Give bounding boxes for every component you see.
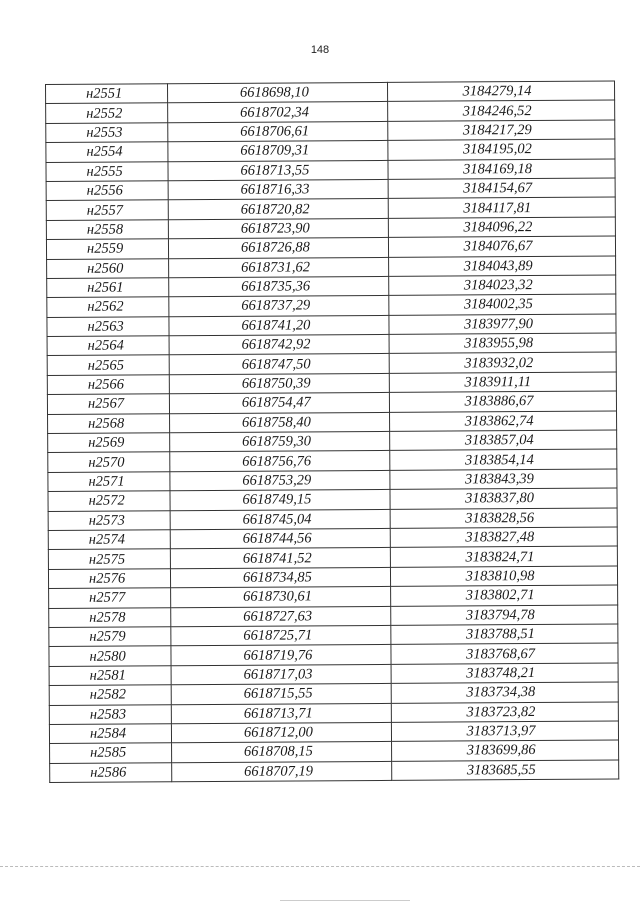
y-coordinate-cell: 3183768,67 <box>391 643 619 664</box>
y-coordinate-cell: 3183828,56 <box>390 508 618 529</box>
point-id-cell: н2576 <box>48 569 170 589</box>
x-coordinate-cell: 6618726,88 <box>168 238 388 259</box>
point-id-cell: н2573 <box>48 510 170 530</box>
y-coordinate-cell: 3184195,02 <box>387 139 615 160</box>
x-coordinate-cell: 6618725,71 <box>171 625 391 646</box>
x-coordinate-cell: 6618716,33 <box>168 179 388 200</box>
x-coordinate-cell: 6618744,56 <box>170 528 390 549</box>
x-coordinate-cell: 6618742,92 <box>169 334 389 355</box>
point-id-cell: н2572 <box>48 491 170 511</box>
y-coordinate-cell: 3184279,14 <box>387 81 615 102</box>
y-coordinate-cell: 3183955,98 <box>389 333 617 354</box>
x-coordinate-cell: 6618717,03 <box>171 664 391 685</box>
x-coordinate-cell: 6618759,30 <box>170 431 390 452</box>
x-coordinate-cell: 6618720,82 <box>168 199 388 220</box>
point-id-cell: н2558 <box>46 219 168 239</box>
y-coordinate-cell: 3183748,21 <box>391 663 619 684</box>
y-coordinate-cell: 3183854,14 <box>389 449 617 470</box>
point-id-cell: н2557 <box>46 200 168 220</box>
y-coordinate-cell: 3183713,97 <box>391 721 619 742</box>
point-id-cell: н2552 <box>46 103 168 123</box>
y-coordinate-cell: 3184246,52 <box>387 100 615 121</box>
point-id-cell: н2561 <box>47 278 169 298</box>
y-coordinate-cell: 3184076,67 <box>388 236 616 257</box>
x-coordinate-cell: 6618702,34 <box>168 102 388 123</box>
y-coordinate-cell: 3183810,98 <box>390 566 618 587</box>
point-id-cell: н2584 <box>49 724 171 744</box>
x-coordinate-cell: 6618715,55 <box>171 684 391 705</box>
point-id-cell: н2570 <box>48 452 170 472</box>
point-id-cell: н2566 <box>47 375 169 395</box>
y-coordinate-cell: 3183794,78 <box>390 605 618 626</box>
x-coordinate-cell: 6618741,20 <box>169 315 389 336</box>
table-row <box>50 760 619 783</box>
y-coordinate-cell: 3183788,51 <box>390 624 618 645</box>
y-coordinate-cell: 3184096,22 <box>388 217 616 238</box>
point-id-cell: н2565 <box>47 355 169 375</box>
y-coordinate-cell: 3184217,29 <box>387 120 615 141</box>
point-id-cell: н2567 <box>47 394 169 414</box>
y-coordinate-cell: 3184154,67 <box>388 178 616 199</box>
x-coordinate-cell: 6618735,36 <box>169 276 389 297</box>
x-coordinate-cell: 6618723,90 <box>168 218 388 239</box>
point-id-cell: н2554 <box>46 142 168 162</box>
point-id-cell: н2555 <box>46 161 168 181</box>
y-coordinate-cell: 3183734,38 <box>391 682 619 703</box>
point-id-cell: н2563 <box>47 316 169 336</box>
point-id-cell: н2564 <box>47 336 169 356</box>
x-coordinate-cell: 6618741,52 <box>170 548 390 569</box>
page-number: 148 <box>310 44 330 56</box>
y-coordinate-cell: 3183723,82 <box>391 702 619 723</box>
footer-divider <box>0 866 640 867</box>
y-coordinate-cell: 3183837,80 <box>390 488 618 509</box>
y-coordinate-cell: 3184002,35 <box>388 294 616 315</box>
x-coordinate-cell: 6618754,47 <box>169 393 389 414</box>
point-id-cell: н2586 <box>50 762 172 782</box>
x-coordinate-cell: 6618713,71 <box>171 703 391 724</box>
y-coordinate-cell: 3183886,67 <box>389 391 617 412</box>
x-coordinate-cell: 6618750,39 <box>169 373 389 394</box>
x-coordinate-cell: 6618731,62 <box>169 257 389 278</box>
y-coordinate-cell: 3183857,04 <box>389 430 617 451</box>
point-id-cell: н2556 <box>46 181 168 201</box>
point-id-cell: н2569 <box>48 433 170 453</box>
y-coordinate-cell: 3184043,89 <box>388 256 616 277</box>
x-coordinate-cell: 6618727,63 <box>171 606 391 627</box>
x-coordinate-cell: 6618698,10 <box>167 82 387 103</box>
point-id-cell: н2562 <box>47 297 169 317</box>
x-coordinate-cell: 6618756,76 <box>170 451 390 472</box>
x-coordinate-cell: 6618709,31 <box>168 141 388 162</box>
y-coordinate-cell: 3184169,18 <box>388 159 616 180</box>
y-coordinate-cell: 3183685,55 <box>391 760 619 781</box>
y-coordinate-cell: 3183911,11 <box>389 372 617 393</box>
x-coordinate-cell: 6618708,15 <box>171 742 391 763</box>
x-coordinate-cell: 6618706,61 <box>168 121 388 142</box>
point-id-cell: н2577 <box>49 588 171 608</box>
point-id-cell: н2553 <box>46 123 168 143</box>
x-coordinate-cell: 6618707,19 <box>172 761 392 782</box>
x-coordinate-cell: 6618758,40 <box>169 412 389 433</box>
point-id-cell: н2575 <box>48 549 170 569</box>
point-id-cell: н2559 <box>46 239 168 259</box>
footer-line <box>280 900 410 901</box>
x-coordinate-cell: 6618749,15 <box>170 490 390 511</box>
x-coordinate-cell: 6618713,55 <box>168 160 388 181</box>
y-coordinate-cell: 3183843,39 <box>389 469 617 490</box>
y-coordinate-cell: 3183699,86 <box>391 740 619 761</box>
y-coordinate-cell: 3183824,71 <box>390 546 618 567</box>
point-id-cell: н2568 <box>48 413 170 433</box>
x-coordinate-cell: 6618737,29 <box>169 296 389 317</box>
point-id-cell: н2582 <box>49 685 171 705</box>
x-coordinate-cell: 6618719,76 <box>171 645 391 666</box>
x-coordinate-cell: 6618747,50 <box>169 354 389 375</box>
x-coordinate-cell: 6618753,29 <box>170 470 390 491</box>
y-coordinate-cell: 3184023,32 <box>388 275 616 296</box>
x-coordinate-cell: 6618734,85 <box>170 567 390 588</box>
y-coordinate-cell: 3183977,90 <box>389 314 617 335</box>
point-id-cell: н2560 <box>47 258 169 278</box>
point-id-cell: н2574 <box>48 530 170 550</box>
y-coordinate-cell: 3183862,74 <box>389 411 617 432</box>
y-coordinate-cell: 3183932,02 <box>389 352 617 373</box>
x-coordinate-cell: 6618745,04 <box>170 509 390 530</box>
y-coordinate-cell: 3183827,48 <box>390 527 618 548</box>
point-id-cell: н2571 <box>48 472 170 492</box>
point-id-cell: н2580 <box>49 646 171 666</box>
x-coordinate-cell: 6618730,61 <box>171 587 391 608</box>
y-coordinate-cell: 3184117,81 <box>388 197 616 218</box>
x-coordinate-cell: 6618712,00 <box>171 722 391 743</box>
point-id-cell: н2551 <box>46 84 168 104</box>
point-id-cell: н2579 <box>49 627 171 647</box>
point-id-cell: н2585 <box>50 743 172 763</box>
point-id-cell: н2581 <box>49 665 171 685</box>
coordinates-table-body <box>46 81 619 783</box>
coordinates-table <box>45 81 619 784</box>
point-id-cell: н2578 <box>49 607 171 627</box>
point-id-cell: н2583 <box>49 704 171 724</box>
y-coordinate-cell: 3183802,71 <box>390 585 618 606</box>
